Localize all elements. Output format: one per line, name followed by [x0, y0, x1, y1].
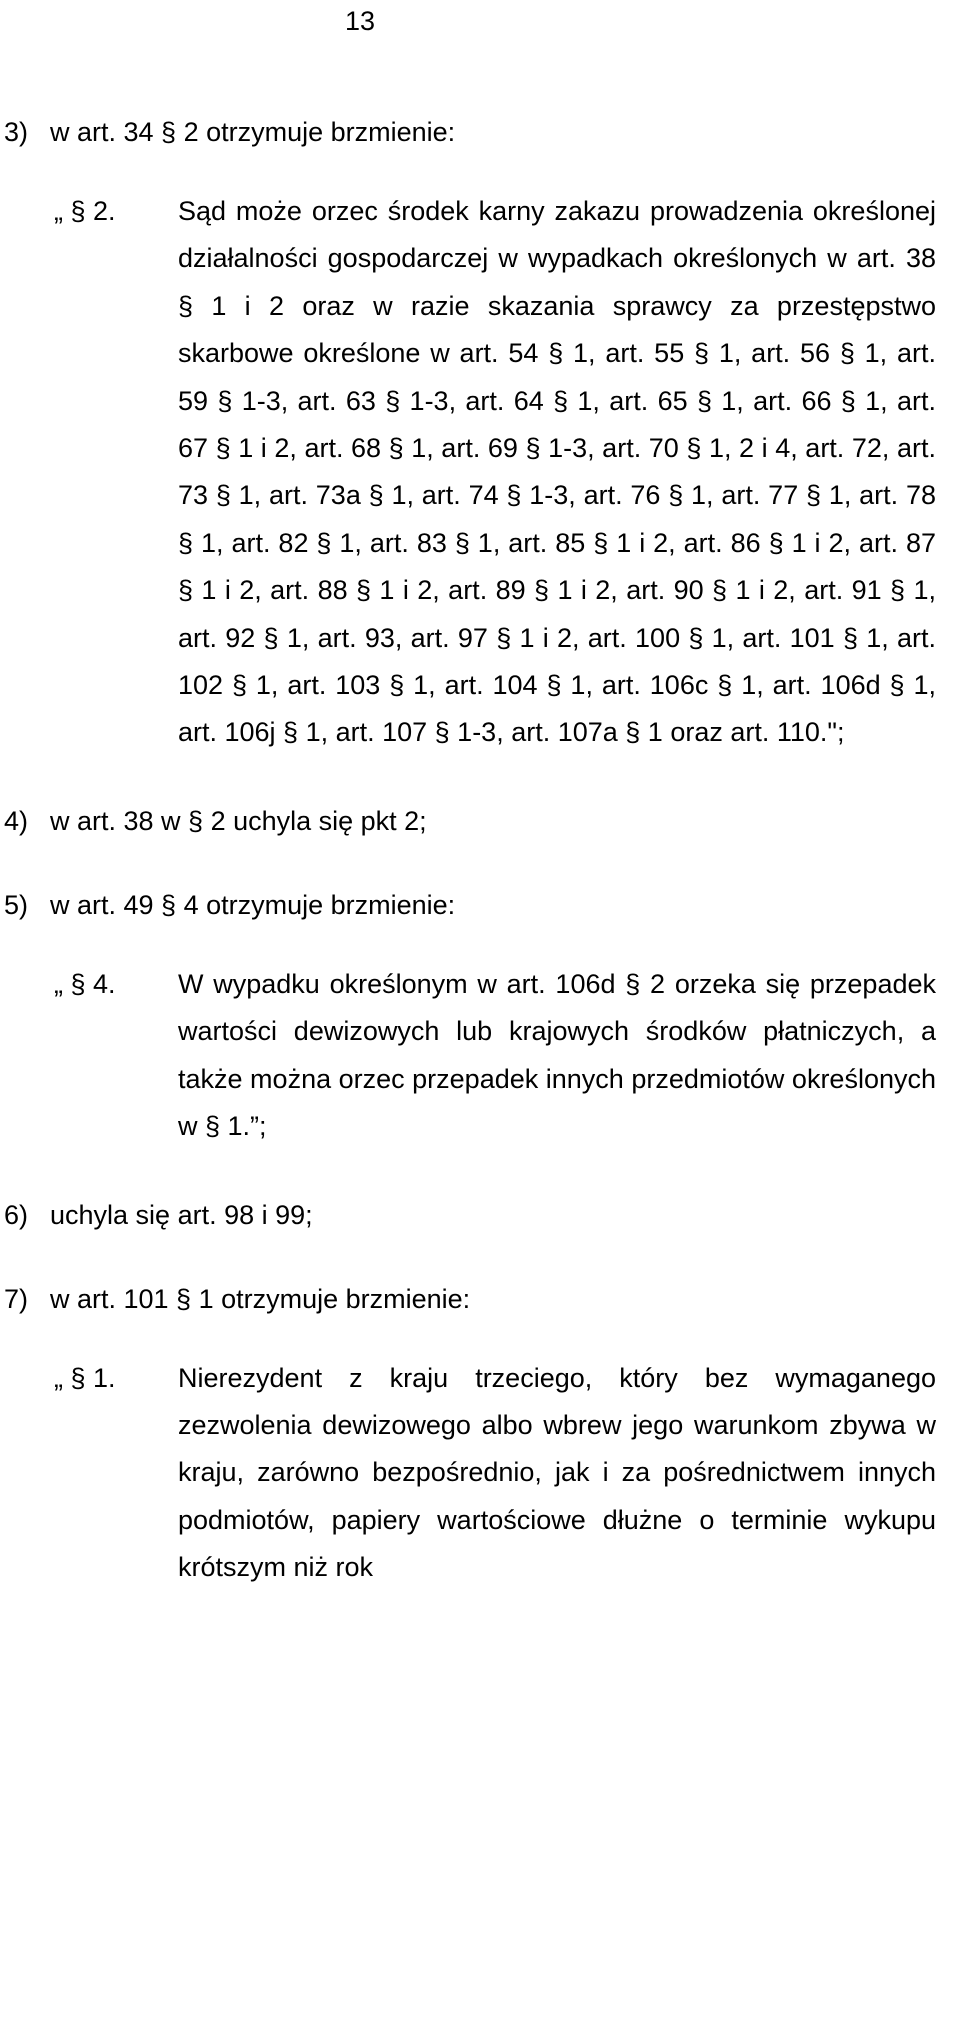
- paragraph-text: Nierezydent z kraju trzeciego, który bez wymaganego zezwolenia dewizowego albo wbrew jego warunkom zbywa w kraju, zarówno bezpośrednio, jak i za pośrednictwem innych podmiotów, papiery wartościowe dłużne o terminie wykupu krótszym niż rok: [178, 1362, 936, 1583]
- item-text: w art. 101 § 1 otrzymuje brzmienie:: [50, 1283, 471, 1314]
- list-item-6: [0, 1195, 960, 1235]
- item-text: uchyla się art. 98 i 99;: [50, 1199, 313, 1230]
- item-number: 3): [4, 117, 29, 147]
- page-number: 13: [344, 6, 376, 36]
- quoted-provision-art-49: [0, 961, 936, 1151]
- paragraph-text: W wypadku określonym w art. 106d § 2 orzeka się przepadek wartości dewizowych lub krajowych środków płatniczych, a także można orzec przepadek innych przedmiotów określonych w § 1.”;: [178, 968, 936, 1142]
- paragraph-label: „ § 4.: [54, 968, 116, 999]
- item-text: w art. 49 § 4 otrzymuje brzmienie:: [50, 889, 456, 920]
- quoted-provision-art-101: [0, 1355, 936, 1592]
- item-number: 5): [4, 889, 29, 920]
- item-number: 4): [4, 805, 29, 836]
- list-item-7: [0, 1279, 960, 1319]
- quoted-provision-art-34: [0, 188, 936, 757]
- paragraph-label: „ § 2.: [54, 196, 116, 226]
- item-number: 6): [4, 1199, 29, 1230]
- paragraph-text: Sąd może orzec środek karny zakazu prowadzenia określonej działalności gospodarczej w wypadkach określonych w art. 38 § 1 i 2 oraz w razie skazania sprawcy za przestępstwo skarbowe określone w art. 54 § 1, art. 55 § 1, art. 56 § 1, art. 59 § 1-3, art. 63 § 1-3, art. 64 § 1, art. 65 § 1, art. 66 § 1, art. 67 § 1 i 2, art. 68 § 1, art. 69 § 1-3, art. 70 § 1, 2 i 4, art. 72, art. 73 § 1, art. 73a § 1, art. 74 § 1-3, art. 76 § 1, art. 77 § 1, art. 78 § 1, art. 82 § 1, art. 83 § 1, art. 85 § 1 i 2, art. 86 § 1 i 2, art. 87 § 1 i 2, art. 88 § 1 i 2, art. 89 § 1 i 2, art. 90 § 1 i 2, art. 91 § 1, art. 92 § 1, art. 93, art. 97 § 1 i 2, art. 100 § 1, art. 101 § 1, art. 102 § 1, art. 103 § 1, art. 104 § 1, art. 106c § 1, art. 106d § 1, art. 106j § 1, art. 107 § 1-3, art. 107a § 1 oraz art. 110.";: [178, 196, 936, 748]
- item-text: w art. 34 § 2 otrzymuje brzmienie:: [50, 117, 456, 147]
- item-number: 7): [4, 1283, 29, 1314]
- list-item-4: [0, 801, 960, 841]
- paragraph-label: „ § 1.: [54, 1362, 116, 1393]
- document-body: [0, 112, 960, 1636]
- list-item-5: [0, 885, 960, 925]
- list-item-3: [0, 112, 960, 152]
- item-text: w art. 38 w § 2 uchyla się pkt 2;: [50, 805, 427, 836]
